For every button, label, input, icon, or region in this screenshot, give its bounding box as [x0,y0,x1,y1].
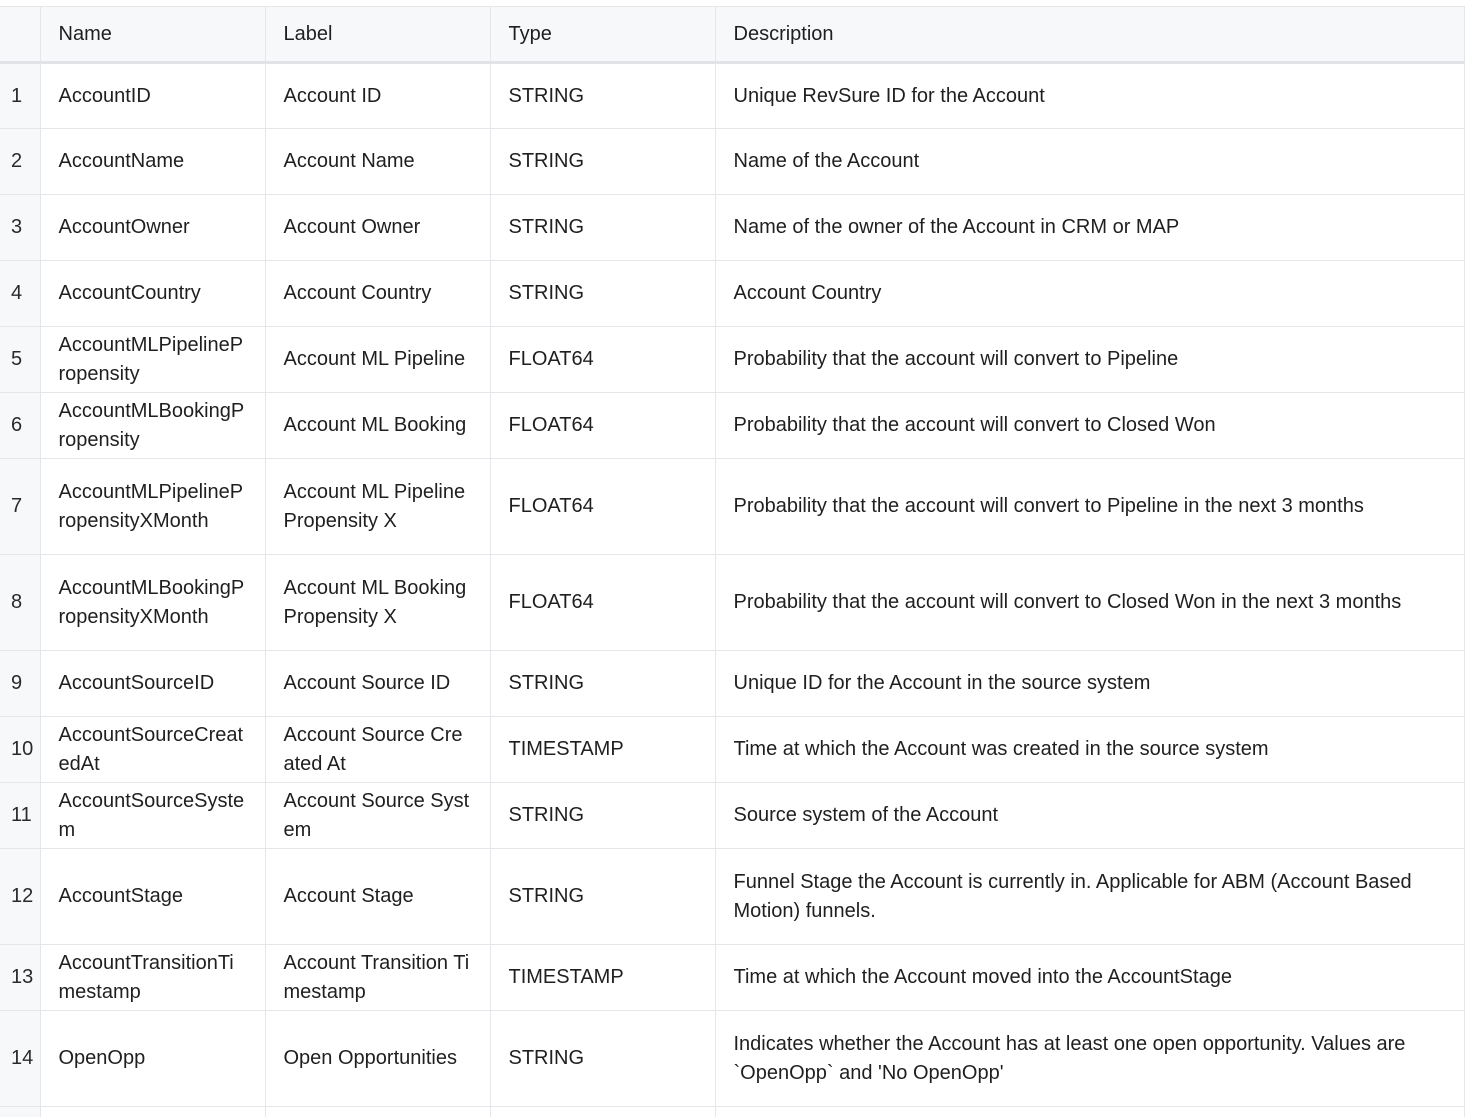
cell-name[interactable]: AccountCountry [40,261,265,327]
cell-partial [265,1107,490,1117]
row-index: 13 [0,945,40,1011]
cell-description[interactable]: Unique RevSure ID for the Account [715,63,1464,129]
cell-label[interactable]: Account Stage [265,849,490,945]
row-index: 4 [0,261,40,327]
cell-description[interactable]: Probability that the account will convert to Closed Won in the next 3 months [715,555,1464,651]
cell-label[interactable]: Account Source ID [265,651,490,717]
column-header-label[interactable]: Label [265,7,490,63]
cell-description[interactable]: Unique ID for the Account in the source system [715,651,1464,717]
cell-type[interactable]: FLOAT64 [490,327,715,393]
row-index: 12 [0,849,40,945]
cell-description[interactable]: Name of the owner of the Account in CRM or MAP [715,195,1464,261]
cell-type[interactable]: FLOAT64 [490,393,715,459]
row-index: 5 [0,327,40,393]
cell-name[interactable]: AccountTransitionTimestamp [40,945,265,1011]
row-index: 2 [0,129,40,195]
cell-label[interactable]: Account ML Booking Propensity X [265,555,490,651]
cell-label[interactable]: Account Name [265,129,490,195]
cell-type[interactable]: FLOAT64 [490,555,715,651]
cell-label[interactable]: Account ML Pipeline Propensity X [265,459,490,555]
cell-partial [715,1107,1464,1117]
cell-name[interactable]: AccountName [40,129,265,195]
table-row [0,555,1464,651]
row-index: 10 [0,717,40,783]
row-index: 14 [0,1011,40,1107]
cell-type[interactable]: TIMESTAMP [490,717,715,783]
cell-type[interactable]: STRING [490,129,715,195]
table-row [0,129,1464,195]
cell-description[interactable]: Probability that the account will convert to Closed Won [715,393,1464,459]
row-index: 8 [0,555,40,651]
table-row [0,63,1464,129]
fields-table [0,6,1465,1117]
cell-name[interactable]: AccountMLBookingPropensityXMonth [40,555,265,651]
cell-description[interactable]: Indicates whether the Account has at least one open opportunity. Values are `OpenOpp` and 'No OpenOpp' [715,1011,1464,1107]
table-row [0,459,1464,555]
header-row [0,7,1464,63]
cell-name[interactable]: AccountSourceID [40,651,265,717]
cell-type[interactable]: STRING [490,261,715,327]
cell-description[interactable]: Time at which the Account was created in the source system [715,717,1464,783]
row-index: 7 [0,459,40,555]
table-row [0,393,1464,459]
cell-label[interactable]: Account ML Booking [265,393,490,459]
cell-name[interactable]: AccountStage [40,849,265,945]
row-index: 9 [0,651,40,717]
cell-name[interactable]: AccountSourceCreatedAt [40,717,265,783]
row-index-partial [0,1107,40,1117]
cell-type[interactable]: STRING [490,195,715,261]
table-row [0,195,1464,261]
table-row [0,717,1464,783]
cell-name[interactable]: OpenOpp [40,1011,265,1107]
cell-type[interactable]: STRING [490,63,715,129]
cell-label[interactable]: Account Owner [265,195,490,261]
cell-description[interactable]: Name of the Account [715,129,1464,195]
column-header-type[interactable]: Type [490,7,715,63]
column-header-description[interactable]: Description [715,7,1464,63]
cell-description[interactable]: Probability that the account will convert to Pipeline [715,327,1464,393]
table-row [0,327,1464,393]
table-row [0,783,1464,849]
cell-partial [490,1107,715,1117]
cell-label[interactable]: Account ID [265,63,490,129]
cell-type[interactable]: TIMESTAMP [490,945,715,1011]
cell-description[interactable]: Account Country [715,261,1464,327]
cell-name[interactable]: AccountID [40,63,265,129]
cell-name[interactable]: AccountOwner [40,195,265,261]
cell-type[interactable]: STRING [490,849,715,945]
table-row [0,1011,1464,1107]
cell-type[interactable]: STRING [490,1011,715,1107]
cell-name[interactable]: AccountMLPipelinePropensity [40,327,265,393]
table-row-partial [0,1107,1464,1117]
cell-label[interactable]: Account Transition Timestamp [265,945,490,1011]
cell-description[interactable]: Time at which the Account moved into the AccountStage [715,945,1464,1011]
cell-description[interactable]: Funnel Stage the Account is currently in. Applicable for ABM (Account Based Motion) funnels. [715,849,1464,945]
cell-label[interactable]: Account Country [265,261,490,327]
cell-partial [40,1107,265,1117]
cell-description[interactable]: Source system of the Account [715,783,1464,849]
cell-name[interactable]: AccountMLPipelinePropensityXMonth [40,459,265,555]
cell-label[interactable]: Open Opportunities [265,1011,490,1107]
column-header-index [0,7,40,63]
cell-label[interactable]: Account Source Created At [265,717,490,783]
cell-name[interactable]: AccountSourceSystem [40,783,265,849]
table-row [0,849,1464,945]
cell-label[interactable]: Account ML Pipeline [265,327,490,393]
cell-type[interactable]: STRING [490,651,715,717]
column-header-name[interactable]: Name [40,7,265,63]
row-index: 11 [0,783,40,849]
cell-label[interactable]: Account Source System [265,783,490,849]
table-row [0,945,1464,1011]
table-row [0,261,1464,327]
cell-name[interactable]: AccountMLBookingPropensity [40,393,265,459]
cell-type[interactable]: FLOAT64 [490,459,715,555]
cell-description[interactable]: Probability that the account will convert to Pipeline in the next 3 months [715,459,1464,555]
row-index: 3 [0,195,40,261]
table-row [0,651,1464,717]
row-index: 1 [0,63,40,129]
row-index: 6 [0,393,40,459]
cell-type[interactable]: STRING [490,783,715,849]
